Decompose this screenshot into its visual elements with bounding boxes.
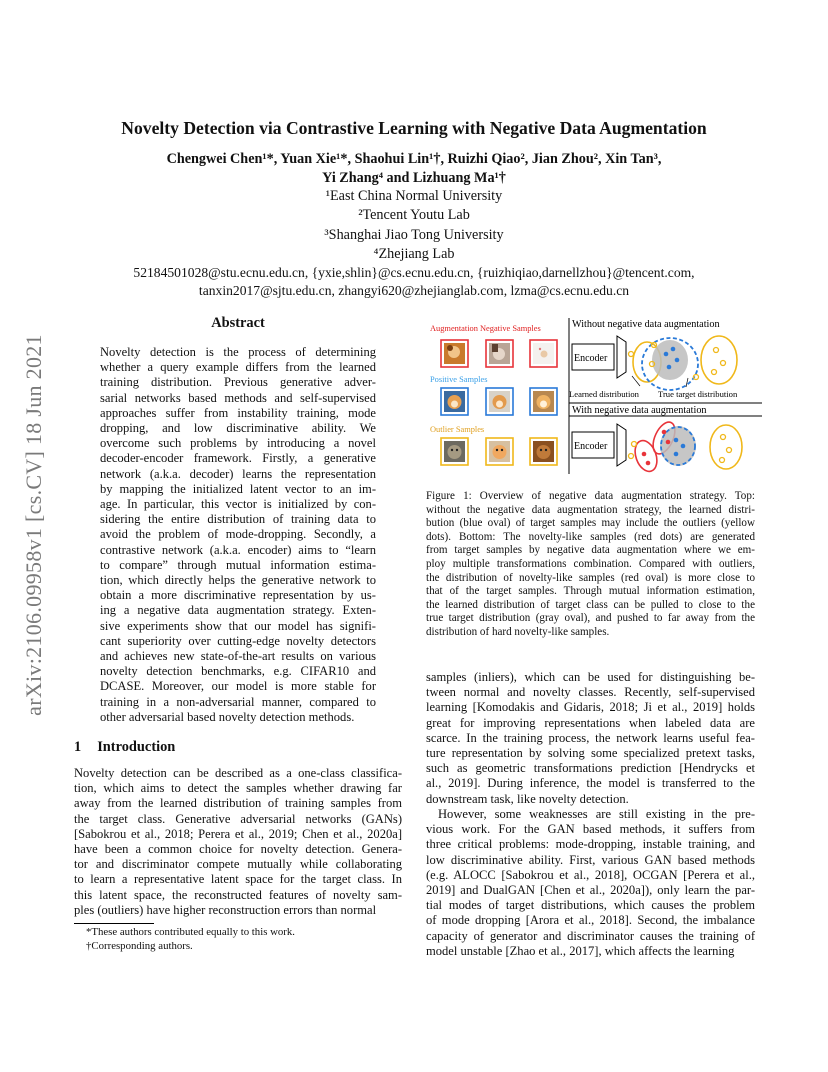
footnote-rule (74, 923, 154, 924)
text-line: this latent space, the reconstructed features of novelty sam- (74, 887, 402, 902)
text-line: samples (inliers), which can be used for distinguishing be- (426, 670, 755, 684)
figure-1 (426, 314, 762, 476)
text-line: and achieves new state-of-the-art results on various (100, 649, 376, 664)
label-true-distribution: True target distribution (658, 389, 738, 399)
affiliation-3: ³Shanghai Jiao Tong University (324, 227, 504, 243)
text-line: ples (outliers) have higher reconstruction errors than normal (74, 902, 377, 917)
encoder-label-bottom: Encoder (574, 441, 608, 452)
text-line: sarial networks based methods and self-supervised (100, 390, 376, 405)
text-line: Novelty detection can be described as a one-class classifica- (74, 766, 402, 780)
text-line: cant superiority over cutting-edge novelty detectors (100, 633, 376, 648)
label-learned-distribution: Learned distribution (569, 389, 639, 399)
label-outlier: Outlier Samples (430, 425, 485, 434)
text-line: 2019] and DualGAN [Chen et al., 2020a]), only learn the par- (426, 883, 755, 898)
text-line: Novelty detection is the process of determining (100, 345, 376, 359)
text-line: ing a negative data augmentation strategy. Exten- (100, 603, 376, 618)
text-line: [Sabokrou et al., 2018; Perera et al., 2019; Chen et al., 2020a] (74, 826, 402, 841)
text-line: novelty detection benchmarks, e.g. CIFAR10 and (100, 664, 376, 679)
label-without-aug: Without negative data augmentation (572, 319, 720, 330)
right-column-para-1 (426, 670, 755, 807)
text-line: such as geometric transformations prediction [Hendrycks et (426, 761, 755, 776)
negative-sample-images (441, 340, 557, 367)
text-line: age. In particular, this vector is initialized by con- (100, 497, 376, 512)
text-line: from target samples by negative data augmentation where we em- (426, 544, 755, 557)
text-line: distribution of hard novelty-like samples. (426, 625, 610, 638)
affiliation-1: ¹East China Normal University (325, 188, 503, 204)
affiliation-4: ⁴Zhejiang Lab (373, 246, 455, 262)
text-line: great for improving representations when labeled data are (426, 715, 755, 730)
text-line: (e.g. ALOCC [Sabokrou et al., 2018], OCGAN [Perera et al., (426, 867, 755, 882)
text-line: low discriminative ability. First, various GAN based methods (426, 852, 755, 867)
text-line: bution (blue oval) of target samples may include the outliers (yellow (426, 517, 755, 530)
text-line: away from the learned distribution of training samples from (74, 796, 402, 811)
text-line: the learned distribution of target class can be pulled to close to the (426, 598, 755, 611)
intro-body (74, 766, 402, 918)
emails-line-1: 52184501028@stu.ecnu.edu.cn, {yxie,shlin}@cs.ecnu.edu.cn, {ruizhiqiao,darnellzhou}@tencent.com, (133, 265, 695, 280)
positive-sample-images (441, 388, 557, 415)
intro-title: Introduction (97, 739, 176, 755)
encoder-label-top: Encoder (574, 353, 608, 364)
text-line: avoid the problem of mode-dropping. Secondly, a (100, 527, 376, 542)
text-line: tial modes of target distributions, which causes the problem (426, 898, 755, 913)
text-line: tion, which aims to detect the samples whether drawing far (74, 781, 402, 796)
footnote-corresponding: †Corresponding authors. (86, 940, 193, 952)
text-line: ture representation by solving some specialized pretext tasks, (426, 746, 755, 761)
right-column-para-2 (426, 807, 755, 959)
figure-caption (426, 490, 755, 640)
text-line: tor and discriminator compete mutually while collaborating (74, 857, 402, 872)
text-line: to compare” through mutual information estima- (100, 557, 376, 572)
text-line: model unstable [Zhao et al., 2017], which affects the learning (426, 943, 735, 958)
text-line: true target distribution (gray oval), and pushed to far away from the (426, 612, 755, 625)
text-line: decoder-encoder framework. Firstly, a generative (100, 451, 376, 466)
label-with-aug: With negative data augmentation (572, 405, 707, 416)
text-line: the distribution of novelty-like samples (red oval) is more close to (426, 571, 755, 584)
text-line: training distribution. Previous generative adver- (100, 375, 376, 390)
text-line: contrastive network (a.k.a. encoder) aims to “learn (100, 542, 376, 557)
affiliation-2: ²Tencent Youtu Lab (358, 207, 470, 223)
text-line: sidering the entire distribution of training data to (100, 512, 376, 527)
intro-number: 1 (74, 739, 82, 755)
text-line: approaches suffer from instability training, mode (100, 405, 376, 420)
text-line: learning [Komodakis and Gidaris, 2018; Ji et al., 2019] holds (426, 700, 755, 715)
text-line: to learn a representative latent space for the target class. In (74, 872, 402, 887)
text-line: network (a.k.a. decoder) learns the representation (100, 466, 376, 481)
text-line: sive experiments show that our model has signifi- (100, 618, 376, 633)
outlier-sample-images (441, 438, 557, 465)
text-line: Figure 1: Overview of negative data augmentation strategy. Top: (426, 490, 755, 502)
footnote-equal: *These authors contributed equally to this work. (86, 926, 295, 938)
text-line: al., 2019]. During inference, the model is transferred to the (426, 776, 755, 791)
abstract-body (100, 345, 376, 725)
text-line: tion, which directly helps the generative network to (100, 573, 376, 588)
text-line: training in a non-adversarial manner, compared to (100, 694, 376, 709)
text-line: However, some weaknesses are still existing in the pre- (438, 807, 755, 821)
text-line: other adversarial based novelty detection methods. (100, 709, 355, 724)
text-line: the target class. Generative adversarial networks (GANs) (74, 811, 402, 826)
bottom-distribution-plot (629, 419, 743, 475)
text-line: DCASE. Moreover, our model is more stable for (100, 679, 376, 694)
text-line: of mode dropping [Arora et al., 2018]. Second, the imbalance (426, 913, 755, 928)
arxiv-stamp: arXiv:2106.09958v1 [cs.CV] 18 Jun 2021 (21, 334, 46, 716)
top-distribution-plot (629, 336, 738, 390)
text-line: ploy multiple transformations combination. Compared with outliers, (426, 557, 755, 570)
text-line: dropping, and low discriminative ability. We (100, 421, 376, 436)
text-line: tween normal and novelty classes. Recently, self-supervised (426, 685, 755, 700)
text-line: have been a common choice for novelty detection. Genera- (74, 842, 402, 857)
text-line: by mapping the initialized latent vector to an im- (100, 481, 376, 496)
text-line: dots). Bottom: The novelty-like samples (red dots) are generated (426, 530, 755, 543)
abstract-heading: Abstract (211, 315, 265, 331)
emails-line-2: tanxin2017@sjtu.edu.cn, zhangyi620@zhejianglab.com, lzma@cs.ecnu.edu.cn (198, 283, 630, 298)
paper-title: Novelty Detection via Contrastive Learning with Negative Data Augmentation (121, 118, 707, 138)
text-line: without the negative data augmentation strategy, the learned distri- (426, 503, 755, 516)
label-aug-negative: Augmentation Negative Samples (430, 324, 541, 333)
authors-line-1: Chengwei Chen¹*, Yuan Xie¹*, Shaohui Lin¹†, Ruizhi Qiao², Jian Zhou², Xin Tan³, (166, 151, 662, 167)
text-line: scarce. In the training process, the network learns useful fea- (426, 730, 755, 745)
label-positive: Positive Samples (430, 375, 488, 384)
text-line: vious work. For the GAN based methods, it suffers from (426, 822, 755, 837)
text-line: that of the target samples. Through mutual information estimation, (426, 585, 755, 598)
text-line: whether a query example differs from the learned (100, 360, 376, 375)
text-line: three critical problems: mode-dropping, instable training, and (426, 837, 755, 852)
authors-line-2: Yi Zhang⁴ and Lizhuang Ma¹† (322, 170, 506, 186)
text-line: overcome such problems by introducing a novel (100, 436, 376, 451)
intro-heading (74, 739, 175, 756)
text-line: capacity of generator and discriminator causes the training of (426, 928, 755, 943)
text-line: obtain a more discriminative representation by us- (100, 588, 376, 603)
text-line: downstream task, like novelty detection. (426, 791, 629, 806)
